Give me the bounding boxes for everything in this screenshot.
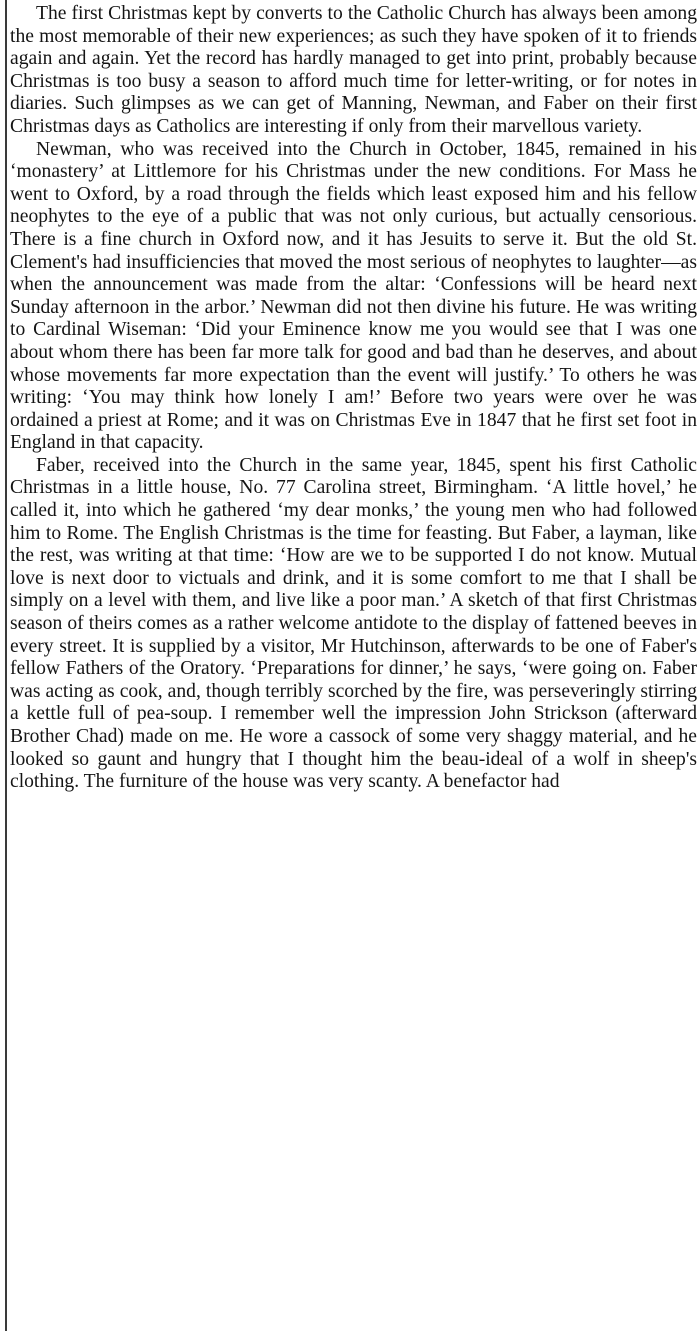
paragraph-newman: Newman, who was received into the Church in October, 1845, remained in his ‘monastery’ at Littlemore for his Christmas under the new conditions. For Mass he went to Oxford, by a road through the fields which least exposed him and his fellow neophytes to the eye of a public that was not only curious, but actually censorious. There is a fine church in Oxford now, and it has Jesuits to serve it. But the old St. Clement's had insufficiencies that moved the most serious of neophytes to laughter—as when the announcement was made from the altar: ‘Confessions will be heard next Sunday afternoon in the arbor.’ Newman did not then divine his future. He was writing to Cardinal Wiseman: ‘Did your Eminence know me you would see that I was one about whom there has been far more talk for good and bad than he deserves, and about whose movements far more expectation than the event will justify.’ To others he was writing: ‘You may think how lonely I am!’ Before two years were over he was ordained a priest at Rome; and it was on Christmas Eve in 1847 that he first set foot in England in that capacity. <box>10 138 697 454</box>
scanned-page <box>5 0 697 1331</box>
paragraph-first-christmas: The first Christmas kept by converts to the Catholic Church has always been among the most memorable of their new experiences; as such they have spoken of it to friends again and again. Yet the record has hardly managed to get into print, probably because Christmas is too busy a season to afford much time for letter-writing, or for notes in diaries. Such glimpses as we can get of Manning, Newman, and Faber on their first Christmas days as Catholics are interesting if only from their marvellous variety. <box>10 3 697 137</box>
paragraph-faber: Faber, received into the Church in the same year, 1845, spent his first Catholic Christmas in a little house, No. 77 Carolina street, Birmingham. ‘A little hovel,’ he called it, into which he gathered ‘my dear monks,’ the young men who had followed him to Rome. The English Christmas is the time for feasting. But Faber, a layman, like the rest, was writing at that time: ‘How are we to be supported I do not know. Mutual love is next door to victuals and drink, and it is some comfort to me that I shall be simply on a level with them, and live like a poor man.’ A sketch of that first Christmas season of theirs comes as a rather welcome antidote to the display of fattened beeves in every street. It is supplied by a visitor, Mr Hutchinson, afterwards to be one of Faber's fellow Fathers of the Oratory. ‘Preparations for dinner,’ he says, ‘were going on. Faber was acting as cook, and, though terribly scorched by the fire, was perseveringly stirring a kettle full of pea-soup. I remember well the impression John Strickson (afterward Brother Chad) made on me. He wore a cassock of some very shaggy material, and he looked so gaunt and hungry that I thought him the beau-ideal of a wolf in sheep's clothing. The furniture of the house was very scanty. A benefactor had <box>10 454 697 793</box>
article-body <box>7 0 697 794</box>
